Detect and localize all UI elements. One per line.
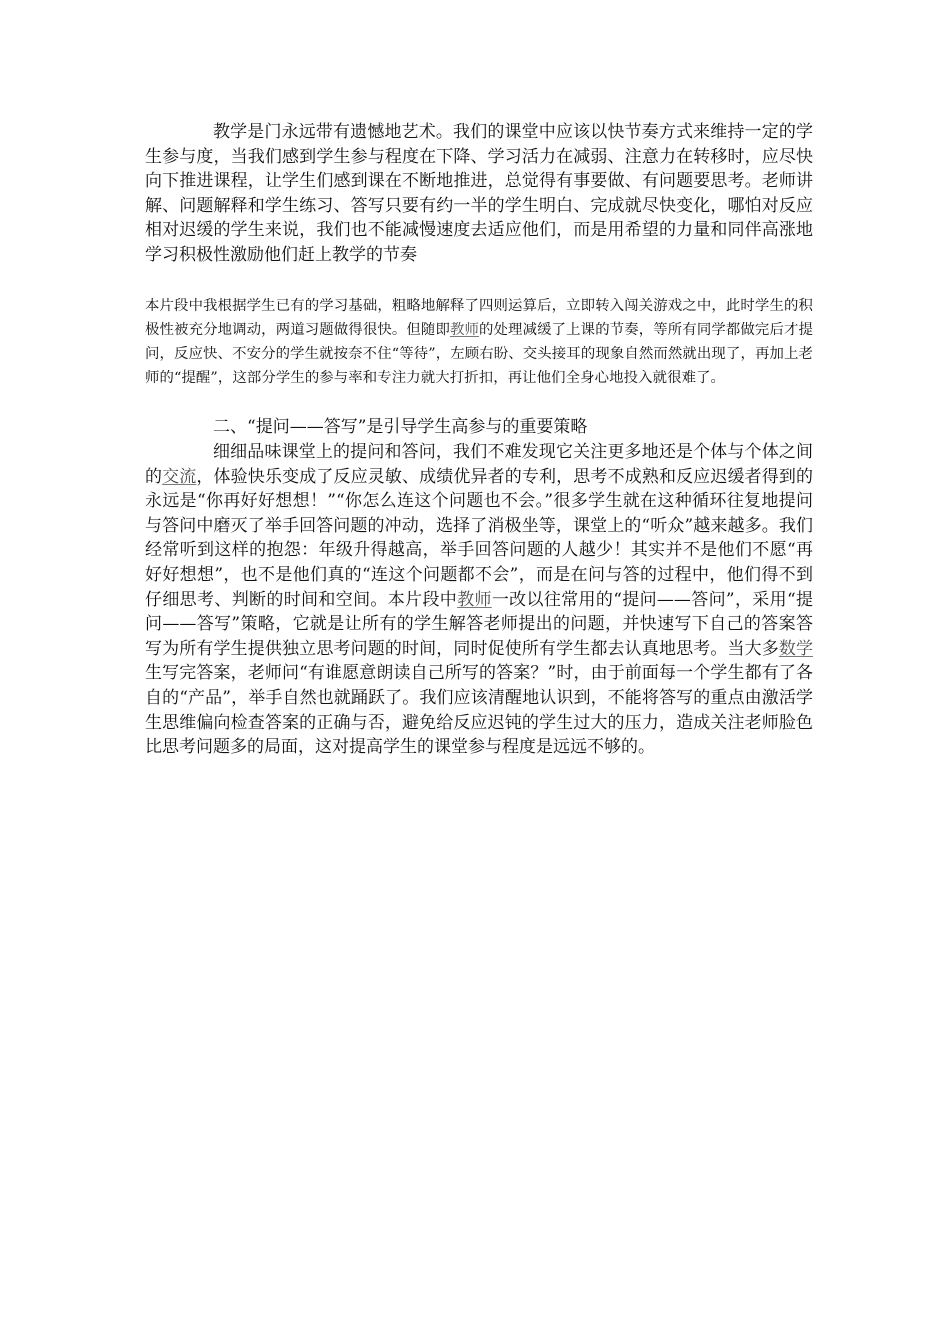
- math-link[interactable]: 数学: [778, 638, 814, 659]
- paragraph-strategy: [145, 440, 813, 760]
- paragraph-reflection-text-2: 的处理减缓了上课的节奏，等所有同学都做完后才提问，反应快、不安分的学生就按奈不住“等待”，左顾右盼、交头接耳的现象自然而然就出现了，再加上老师的“提醒”，这部分学生的参与率和专注力就大打折扣，再让他们全身心地投入就很难了。: [145, 321, 813, 387]
- paragraph-strategy-text-3: 一改以往常用的“提问——答问”，采用“提问——答写”策略，它就是让所有的学生解答老师提出的问题，并快速写下自己的答案答写为所有学生提供独立思考问题的时间，同时促使所有学生都去认真地思考。当大多: [145, 589, 814, 659]
- paragraph-intro: 教学是门永远带有遗憾地艺术。我们的课堂中应该以快节奏方式来维持一定的学生参与度，当我们感到学生参与程度在下降、学习活力在减弱、注意力在转移时，应尽快向下推进课程，让学生们感到课在不断地推进，总觉得有事要做、有问题要思考。老师讲解、问题解释和学生练习、答写只要有约一半的学生明白、完成就尽快变化，哪怕对反应相对迟缓的学生来说，我们也不能减慢速度去适应他们，而是用希望的力量和同伴高涨地学习积极性激励他们赶上教学的节奏: [145, 122, 813, 265]
- exchange-link[interactable]: 交流: [162, 466, 197, 487]
- teacher-link-2[interactable]: 教师: [457, 589, 492, 610]
- paragraph-reflection: [145, 294, 813, 391]
- paragraph-strategy-text-4: 生写完答案，老师问“有谁愿意朗读自己所写的答案？”时，由于前面每一个学生都有了各自的“产品”，举手自然也就踊跃了。我们应该清醒地认识到，不能将答写的重点由激活学生思维偏向检查答案的正确与否，避免给反应迟钝的学生过大的压力，造成关注老师脸色比思考问题多的局面，这对提高学生的课堂参与程度是远远不够的。: [145, 663, 813, 758]
- section-heading: 二、“提问——答写”是引导学生高参与的重要策略: [213, 417, 588, 438]
- teacher-link[interactable]: 教师: [449, 321, 480, 338]
- paragraph-strategy-text-1: 细细品味课堂上的提问和答问，我们不难发现它关注更多地还是个体与个体之间的: [145, 441, 813, 487]
- paragraph-reflection-text-1: 本片段中我根据学生已有的学习基础，粗略地解释了四则运算后，立即转入闯关游戏之中，此时学生的积极性被充分地调动，两道习题做得很快。但随即: [145, 297, 813, 338]
- document-page: [145, 120, 813, 760]
- paragraph-strategy-text-2: ，体验快乐变成了反应灵敏、成绩优异者的专利，思考不成熟和反应迟缓者得到的永远是“你再好好想想！”“你怎么连这个问题也不会。”很多学生就在这种循环往复地提问与答问中磨灭了举手回答问题的冲动，选择了消极坐等，课堂上的“听众”越来越多。我们经常听到这样的抱怨：年级升得越高，举手回答问题的人越少！其实并不是他们不愿“再好好想想”，也不是他们真的“连这个问题都不会”，而是在问与答的过程中，他们得不到仔细思考、判断的时间和空间。本片段中: [145, 466, 814, 610]
